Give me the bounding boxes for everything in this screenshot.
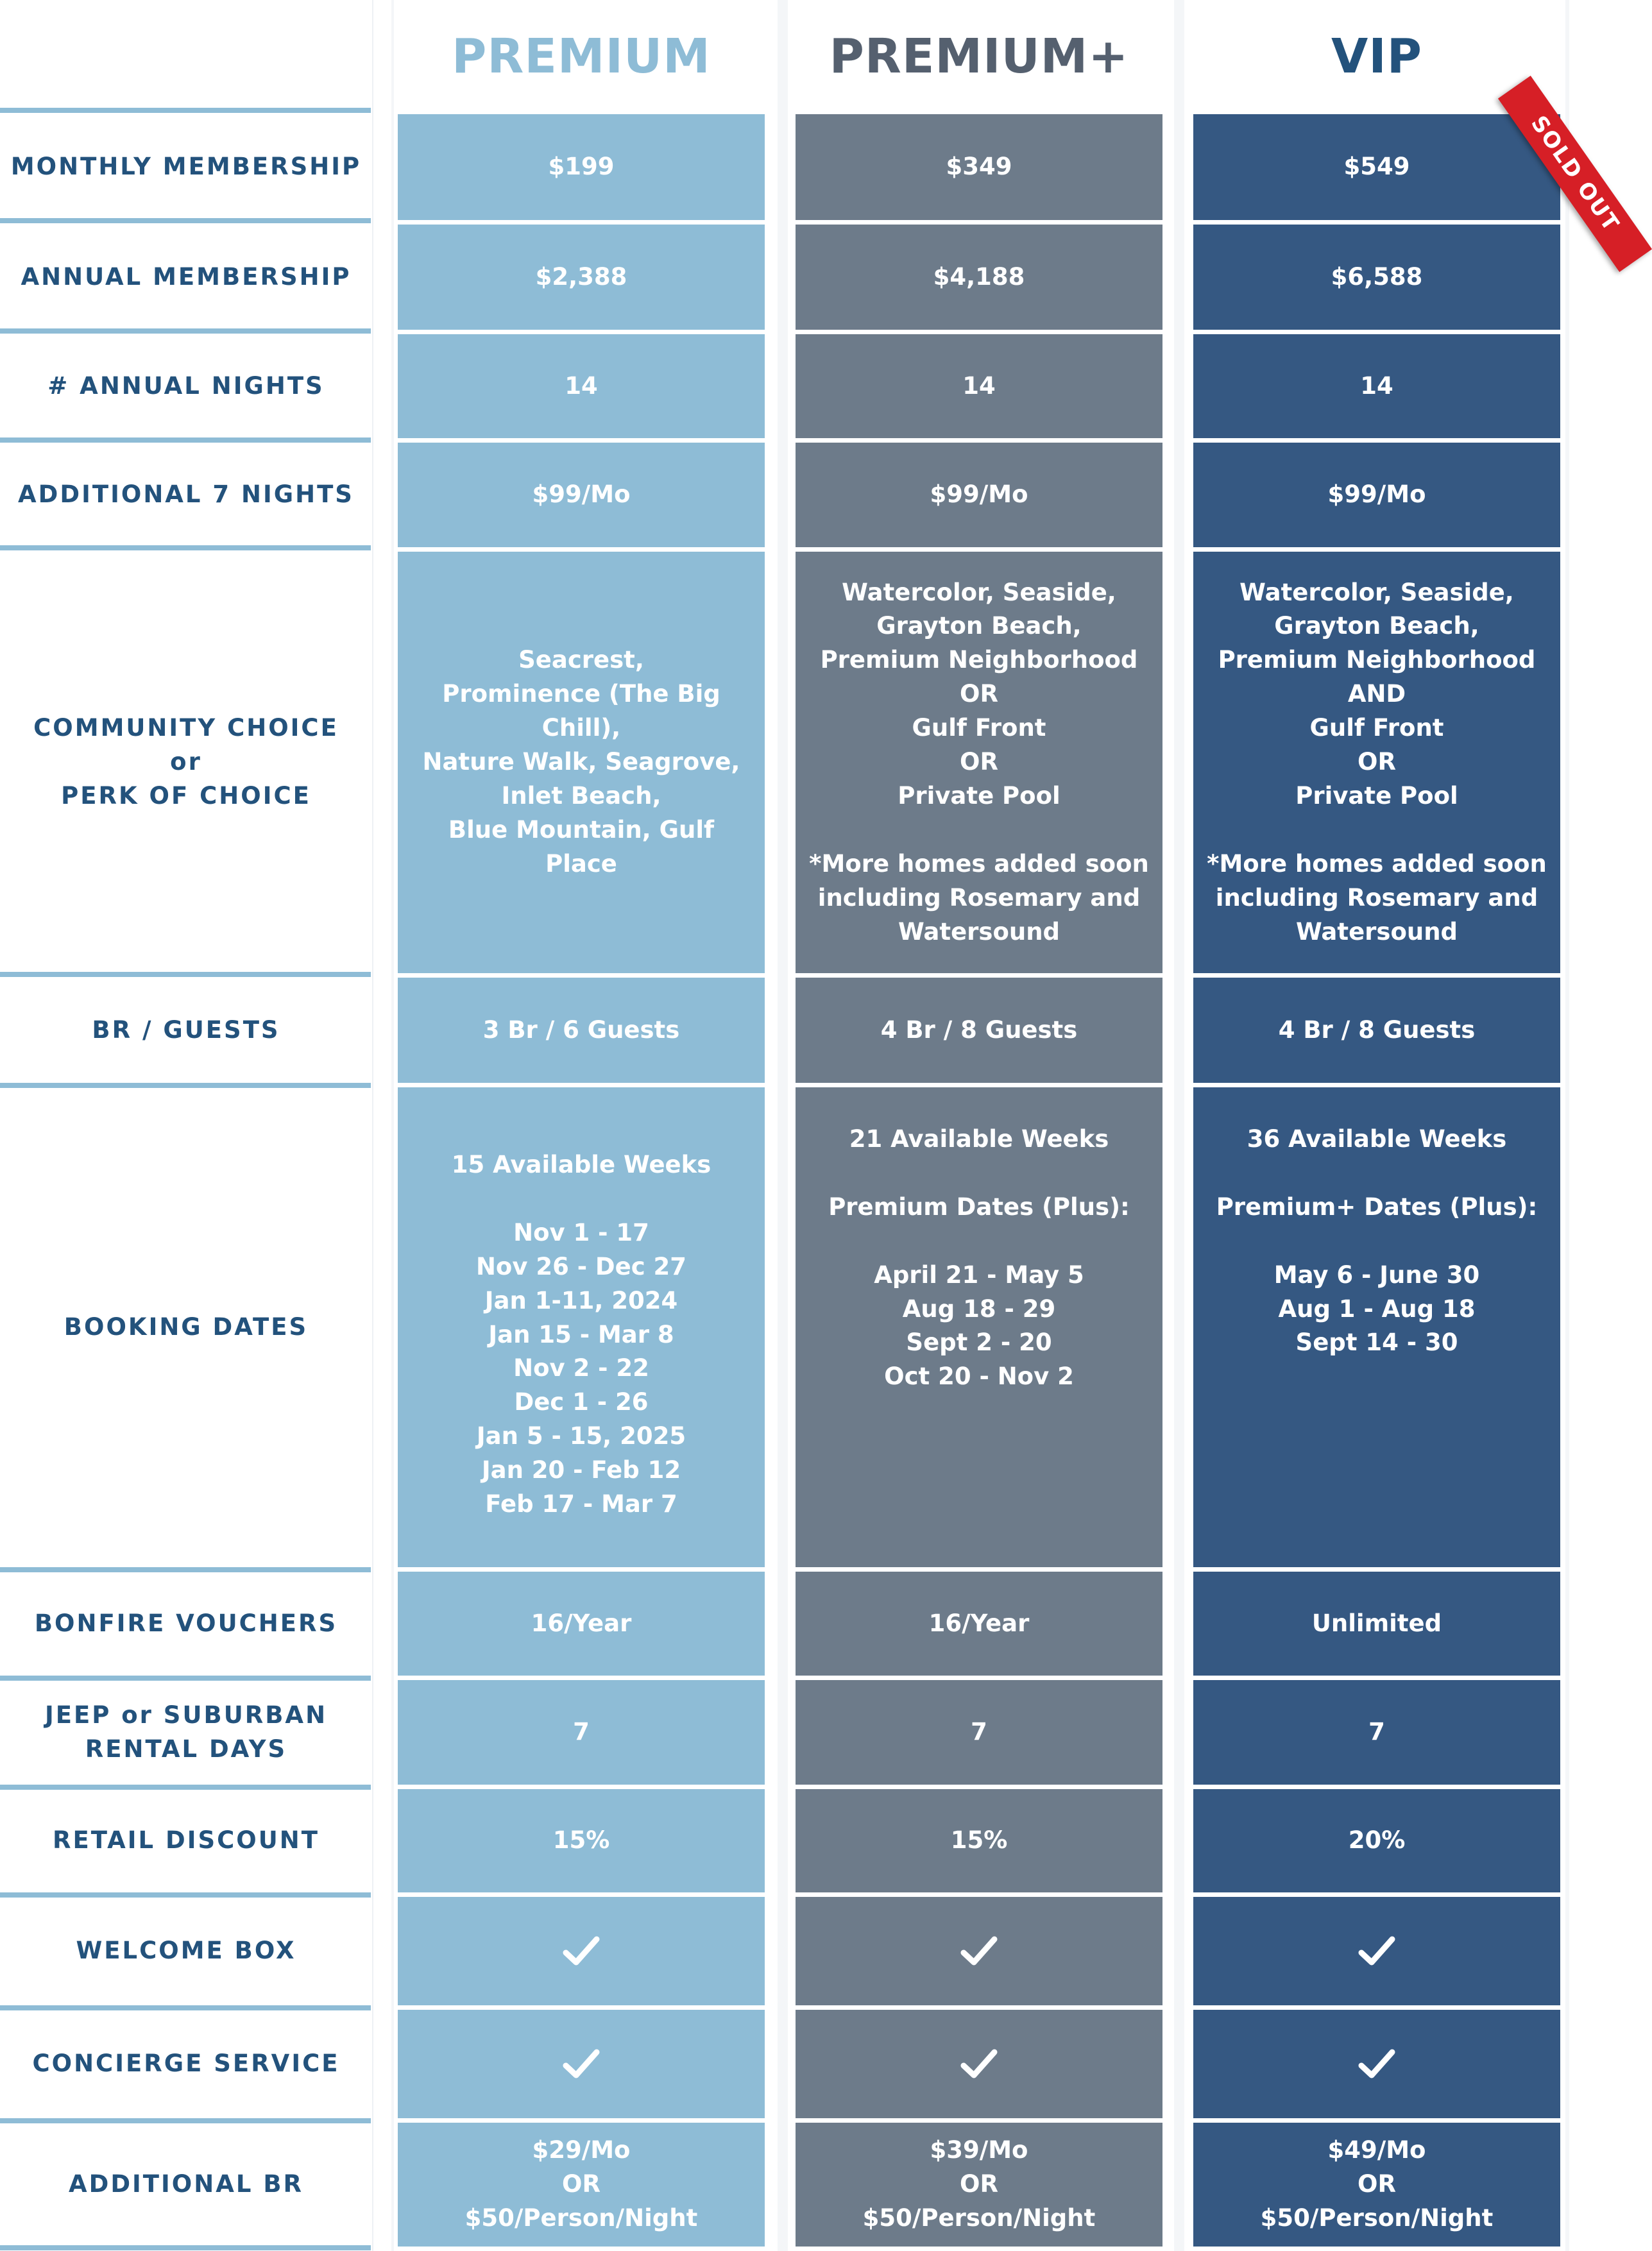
cell-welcome-box-premium — [398, 1897, 765, 2005]
cell-welcome-box-vip — [1193, 1897, 1560, 2005]
cell-monthly-membership-vip: $549 — [1193, 114, 1560, 220]
sold-out-badge: SOLD OUT — [1498, 76, 1652, 272]
column-backdrop — [372, 0, 373, 2251]
cell-additional-7-nights-premium: $99/Mo — [398, 443, 765, 547]
cell-br-guests-vip: 4 Br / 8 Guests — [1193, 978, 1560, 1083]
cell-booking-dates-vip: 36 Available Weeks Premium+ Dates (Plus): May 6 - June 30 Aug 1 - Aug 18 Sept 14 - 30 — [1193, 1087, 1560, 1567]
cell-jeep-or-suburban-rental-days-premium: 7 — [398, 1680, 765, 1785]
check-icon — [562, 1935, 600, 1967]
cell-retail-discount-premium: 15% — [796, 1789, 1162, 1892]
sold-out-ribbon — [1476, 96, 1624, 244]
cell-bonfire-vouchers-vip: Unlimited — [1193, 1572, 1560, 1676]
check-icon — [1358, 1935, 1396, 1967]
row-label-additional-br: ADDITIONAL BR — [68, 2170, 304, 2198]
column-backdrop — [1174, 0, 1184, 2251]
cell-br-guests-premium: 4 Br / 8 Guests — [796, 978, 1162, 1083]
row-label-retail-discount: RETAIL DISCOUNT — [53, 1826, 319, 1855]
cell-concierge-service-vip — [1193, 2010, 1560, 2118]
cell-additional-br-vip: $49/Mo OR $50/Person/Night — [1193, 2123, 1560, 2247]
row-label-monthly-membership: MONTHLY MEMBERSHIP — [10, 153, 362, 181]
check-icon — [960, 2048, 998, 2080]
cell-bonfire-vouchers-premium: 16/Year — [796, 1572, 1162, 1676]
row-label-jeep-or-suburban-rental-days: JEEP or SUBURBAN RENTAL DAYS — [44, 1701, 328, 1763]
plan-header-premium: PREMIUM+ — [829, 28, 1129, 84]
column-backdrop — [778, 0, 788, 2251]
cell-booking-dates-premium: 21 Available Weeks Premium Dates (Plus): April 21 - May 5 Aug 18 - 29 Sept 2 - 20 Oct 20 - Nov 2 — [796, 1087, 1162, 1567]
row-divider — [0, 437, 371, 443]
cell-annual-membership-premium: $2,388 — [398, 225, 765, 330]
cell-community-choice-or-perk-of-choice-premium: Watercolor, Seaside, Grayton Beach, Premium Neighborhood OR Gulf Front OR Private Pool *More homes added soon including Rosemary and Watersound — [796, 552, 1162, 973]
plan-header-vip: VIP — [1331, 28, 1423, 84]
row-label-booking-dates: BOOKING DATES — [64, 1312, 309, 1341]
cell-booking-dates-premium: 15 Available Weeks Nov 1 - 17 Nov 26 - Dec 27 Jan 1-11, 2024 Jan 15 - Mar 8 Nov 2 - 22 Dec 1 - 26 Jan 5 - 15, 2025 Jan 20 - Feb 12 Feb 17 - Mar 7 — [398, 1087, 765, 1567]
cell-welcome-box-premium — [796, 1897, 1162, 2005]
cell-monthly-membership-premium: $349 — [796, 114, 1162, 220]
cell-additional-br-premium: $29/Mo OR $50/Person/Night — [398, 2123, 765, 2247]
row-divider — [0, 108, 371, 113]
cell-annual-nights-vip: 14 — [1193, 334, 1560, 438]
cell-jeep-or-suburban-rental-days-vip: 7 — [1193, 1680, 1560, 1785]
cell-community-choice-or-perk-of-choice-vip: Watercolor, Seaside, Grayton Beach, Premium Neighborhood AND Gulf Front OR Private Pool *More homes added soon including Rosemary and Watersound — [1193, 552, 1560, 973]
cell-community-choice-or-perk-of-choice-premium: Seacrest, Prominence (The Big Chill), Nature Walk, Seagrove, Inlet Beach, Blue Mountain, Gulf Place — [398, 552, 765, 973]
row-label-annual-membership: ANNUAL MEMBERSHIP — [21, 262, 352, 291]
check-icon — [562, 2048, 600, 2080]
cell-concierge-service-premium — [796, 2010, 1162, 2118]
cell-jeep-or-suburban-rental-days-premium: 7 — [796, 1680, 1162, 1785]
cell-annual-membership-vip: $6,588 — [1193, 225, 1560, 330]
plan-header-premium: PREMIUM — [452, 28, 711, 84]
cell-bonfire-vouchers-premium: 16/Year — [398, 1572, 765, 1676]
row-label-community-choice-or-perk-of-choice: COMMUNITY CHOICE or PERK OF CHOICE — [33, 714, 339, 810]
check-icon — [1358, 2048, 1396, 2080]
cell-retail-discount-premium: 15% — [398, 1789, 765, 1892]
row-label-annual-nights: # ANNUAL NIGHTS — [47, 371, 325, 400]
cell-annual-membership-premium: $4,188 — [796, 225, 1162, 330]
cell-additional-7-nights-vip: $99/Mo — [1193, 443, 1560, 547]
cell-br-guests-premium: 3 Br / 6 Guests — [398, 978, 765, 1083]
cell-annual-nights-premium: 14 — [796, 334, 1162, 438]
row-label-bonfire-vouchers: BONFIRE VOUCHERS — [34, 1609, 338, 1637]
cell-concierge-service-premium — [398, 2010, 765, 2118]
cell-additional-7-nights-premium: $99/Mo — [796, 443, 1162, 547]
column-backdrop — [1565, 0, 1569, 2251]
cell-additional-br-premium: $39/Mo OR $50/Person/Night — [796, 2123, 1162, 2247]
row-label-additional-7-nights: ADDITIONAL 7 NIGHTS — [18, 480, 354, 509]
check-icon — [960, 1935, 998, 1967]
row-label-welcome-box: WELCOME BOX — [76, 1937, 296, 1965]
row-label-concierge-service: CONCIERGE SERVICE — [32, 2050, 340, 2078]
row-label-br-guests: BR / GUESTS — [92, 1015, 280, 1044]
cell-monthly-membership-premium: $199 — [398, 114, 765, 220]
cell-annual-nights-premium: 14 — [398, 334, 765, 438]
column-backdrop — [391, 0, 394, 2251]
cell-retail-discount-vip: 20% — [1193, 1789, 1560, 1892]
